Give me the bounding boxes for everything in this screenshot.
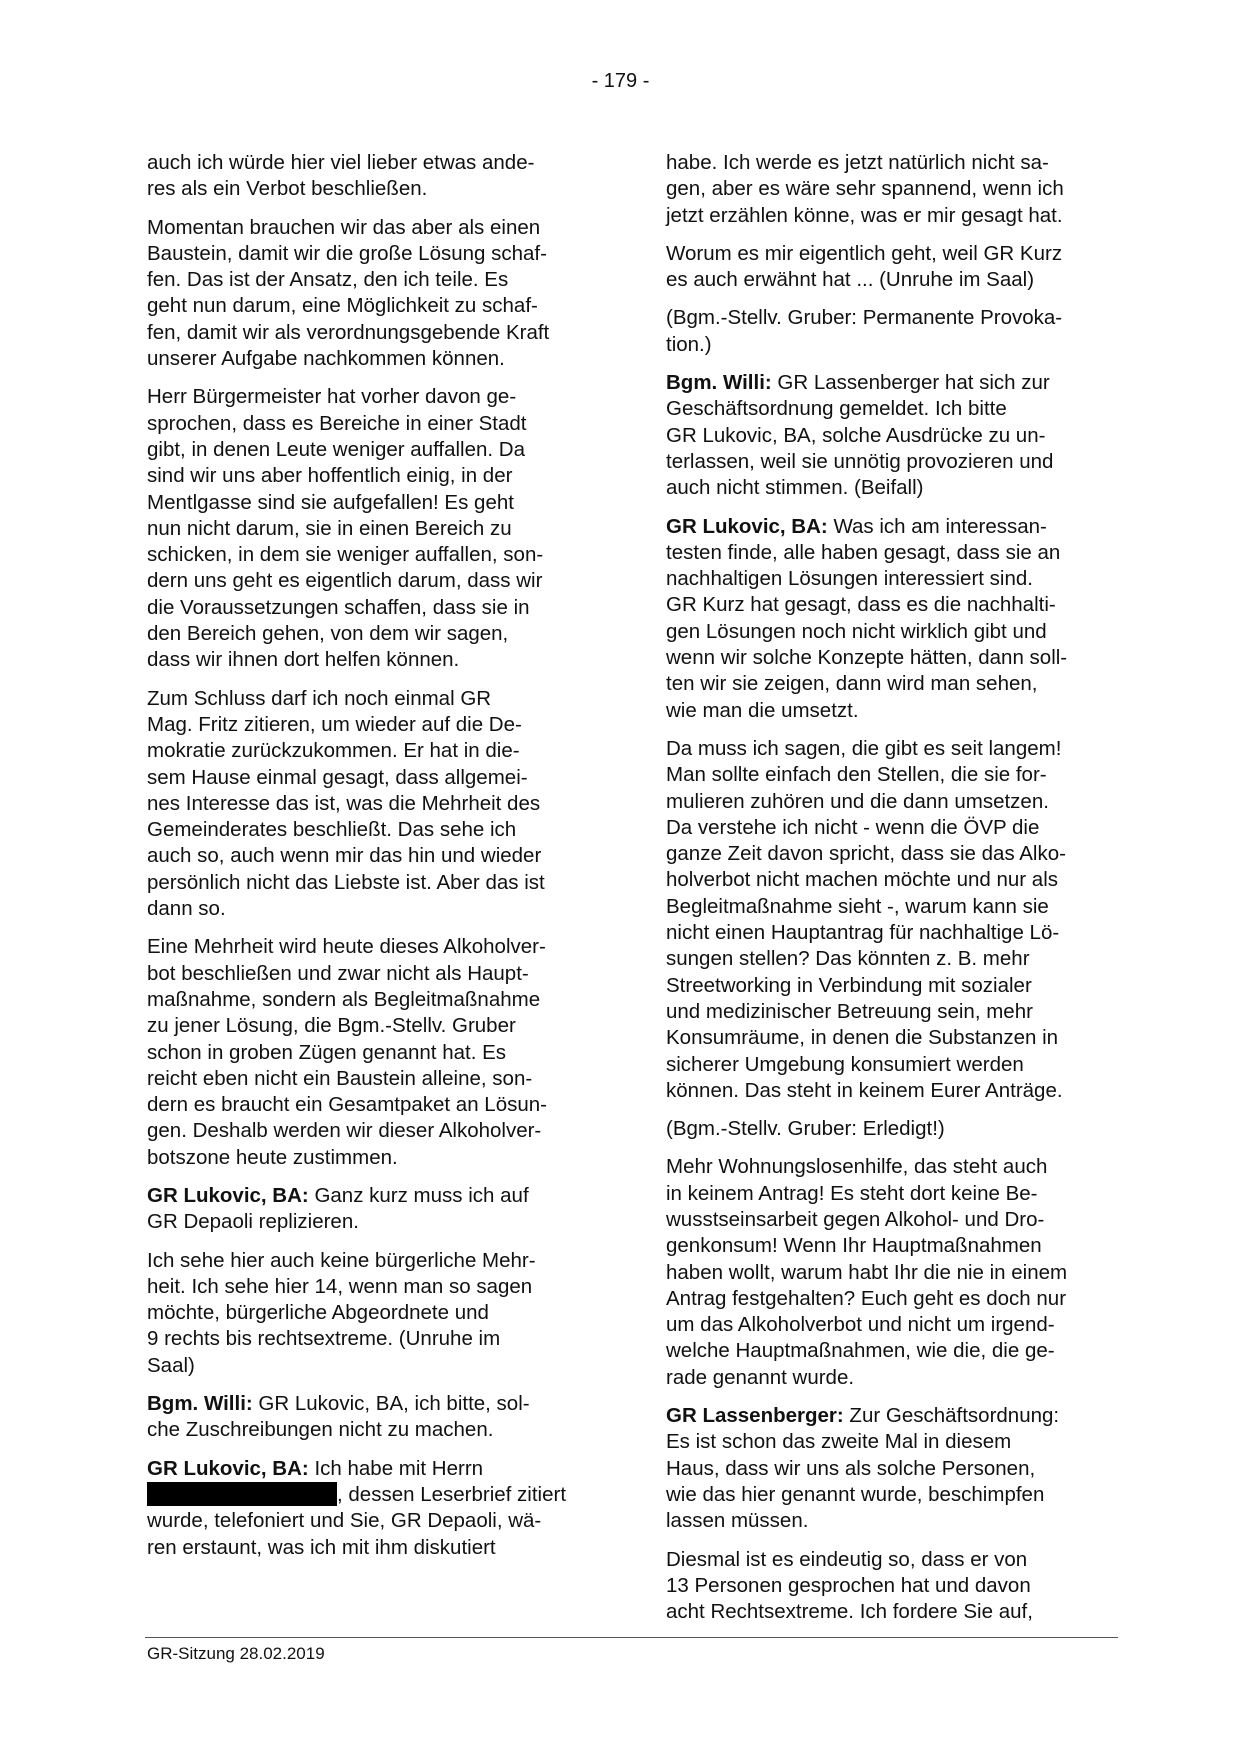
text-line: wenn wir solche Konzepte hätten, dann soll-: [666, 646, 1068, 670]
speech-text: Zur Geschäftsordnung:: [843, 1404, 1060, 1428]
paragraph: [666, 736, 1116, 1104]
paragraph: [666, 514, 1116, 724]
text-line: Momentan brauchen wir das aber als einen: [147, 215, 541, 239]
text-line: sicherer Umgebung konsumiert werden: [666, 1052, 1024, 1076]
speaker-name: GR Lassenberger:: [666, 1404, 844, 1428]
speech-text: Was ich am interessan-: [827, 514, 1047, 538]
text-line: ten wir sie zeigen, dann wird man sehen,: [666, 672, 1038, 696]
paragraph: [666, 150, 1116, 229]
text-line: botszone heute zustimmen.: [147, 1145, 398, 1169]
text-line: dern uns geht es eigentlich darum, dass wir: [147, 569, 543, 593]
text-line: auch ich würde hier viel lieber etwas ande-: [147, 151, 535, 174]
text-line: maßnahme, sondern als Begleitmaßnahme: [147, 987, 541, 1011]
speaker-name: Bgm. Willi:: [147, 1392, 253, 1416]
text-line: (Bgm.-Stellv. Gruber: Erledigt!): [666, 1117, 945, 1141]
text-line: Zum Schluss darf ich noch einmal GR: [147, 686, 492, 710]
text-line: geht nun darum, eine Möglichkeit zu schaf-: [147, 294, 538, 318]
text-line: ren erstaunt, was ich mit ihm diskutiert: [147, 1535, 496, 1559]
text-line: Saal): [147, 1353, 195, 1377]
text-line: Herr Bürgermeister hat vorher davon ge-: [147, 385, 517, 409]
speech-text: GR Lukovic, BA, ich bitte, sol-: [252, 1392, 530, 1416]
text-line: Konsumräume, in denen die Substanzen in: [666, 1026, 1059, 1050]
text-line: nes Interesse das ist, was die Mehrheit des: [147, 791, 541, 815]
footer-session-date: GR-Sitzung 28.02.2019: [147, 1644, 325, 1663]
text-line: fen. Das ist der Ansatz, den ich teile. Es: [147, 268, 509, 292]
text-line: nachhaltigen Lösungen interessiert sind.: [666, 567, 1033, 591]
speech-text: Ganz kurz muss ich auf: [308, 1183, 529, 1207]
text-line: den Bereich gehen, von dem wir sagen,: [147, 622, 509, 646]
paragraph: [147, 1183, 597, 1236]
paragraph: [147, 1248, 597, 1379]
redaction-box: [147, 1482, 337, 1506]
text-line: tion.): [666, 332, 712, 356]
footer-divider: [145, 1637, 1118, 1638]
text-line: habe. Ich werde es jetzt natürlich nicht sa-: [666, 151, 1049, 174]
text-line: es auch erwähnt hat ... (Unruhe im Saal): [666, 268, 1035, 292]
text-line: in keinem Antrag! Es steht dort keine Be-: [666, 1181, 1038, 1205]
text-line: Baustein, damit wir die große Lösung schaf-: [147, 241, 547, 265]
text-line: che Zuschreibungen nicht zu machen.: [147, 1418, 494, 1442]
page-number: - 179 -: [591, 70, 650, 92]
text-line: genkonsum! Wenn Ihr Hauptmaßnahmen: [666, 1234, 1042, 1258]
text-line: terlassen, weil sie unnötig provozieren und: [666, 449, 1054, 473]
text-line: jetzt erzählen könne, was er mir gesagt hat.: [666, 203, 1063, 227]
text-line: auch nicht stimmen. (Beifall): [666, 476, 924, 500]
text-line: gen Lösungen noch nicht wirklich gibt und: [666, 619, 1047, 643]
text-line: Es ist schon das zweite Mal in diesem: [666, 1430, 1012, 1454]
text-line: zu jener Lösung, die Bgm.-Stellv. Gruber: [147, 1014, 516, 1038]
speech-text: Ich habe mit Herrn: [308, 1456, 484, 1480]
text-line: sungen stellen? Das könnten z. B. mehr: [666, 947, 1030, 971]
text-line: 9 rechts bis rechtsextreme. (Unruhe im: [147, 1327, 501, 1351]
text-line: [147, 1183, 597, 1209]
paragraph: [666, 1154, 1116, 1391]
speaker-name: GR Lukovic, BA:: [147, 1456, 309, 1480]
text-line: GR Depaoli replizieren.: [147, 1210, 359, 1234]
text-line: rade genannt wurde.: [666, 1365, 855, 1389]
text-line: acht Rechtsextreme. Ich fordere Sie auf,: [666, 1600, 1033, 1624]
left-column: [147, 150, 597, 1573]
text-line: dass wir ihnen dort helfen können.: [147, 648, 460, 672]
text-line: schon in groben Zügen genannt hat. Es: [147, 1040, 507, 1064]
text-line: können. Das steht in keinem Eurer Anträge.: [666, 1078, 1063, 1102]
text-line: haben wollt, warum habt Ihr die nie in einem: [666, 1260, 1068, 1284]
text-line: Streetworking in Verbindung mit sozialer: [666, 973, 1032, 997]
text-line: mulieren zuhören und die dann umsetzen.: [666, 789, 1049, 813]
text-line: Geschäftsordnung gemeldet. Ich bitte: [666, 397, 1007, 421]
text-line: wie man die umsetzt.: [666, 698, 859, 722]
paragraph: [147, 1391, 597, 1444]
text-line: 13 Personen gesprochen hat und davon: [666, 1573, 1031, 1597]
text-line: Mag. Fritz zitieren, um wieder auf die De-: [147, 712, 522, 736]
text-line: Man sollte einfach den Stellen, die sie for-: [666, 763, 1047, 787]
text-line: [147, 1456, 597, 1482]
text-line: schicken, in dem sie weniger auffallen, son-: [147, 543, 544, 567]
text-line: sind wir uns aber hoffentlich einig, in der: [147, 464, 513, 488]
text-after-redaction: , dessen Leserbrief zitiert: [337, 1482, 567, 1506]
paragraph: [147, 150, 597, 203]
text-line: holverbot nicht machen möchte und nur als: [666, 868, 1059, 892]
text-line: nun nicht darum, sie in einen Bereich zu: [147, 516, 512, 540]
text-line: Begleitmaßnahme sieht -, warum kann sie: [666, 894, 1049, 918]
text-line: dann so.: [147, 897, 226, 921]
paragraph: [147, 934, 597, 1171]
text-line: dern es braucht ein Gesamtpaket an Lösun-: [147, 1093, 547, 1117]
text-line: [666, 370, 1116, 396]
paragraph: [147, 1456, 597, 1561]
text-line: lassen müssen.: [666, 1509, 809, 1533]
text-line: res als ein Verbot beschließen.: [147, 177, 428, 201]
text-line: reicht eben nicht ein Baustein alleine, son-: [147, 1066, 533, 1090]
text-line: sprochen, dass es Bereiche in einer Stadt: [147, 411, 527, 435]
text-line: Eine Mehrheit wird heute dieses Alkoholver-: [147, 935, 546, 959]
text-line: möchte, bürgerliche Abgeordnete und: [147, 1301, 489, 1325]
text-line: welche Hauptmaßnahmen, wie die, die ge-: [666, 1339, 1055, 1363]
text-line: gibt, in denen Leute weniger auffallen. Da: [147, 437, 526, 461]
paragraph: [147, 384, 597, 673]
text-line: ganze Zeit davon spricht, dass sie das Alko-: [666, 842, 1066, 866]
text-line: die Voraussetzungen schaffen, dass sie in: [147, 595, 530, 619]
speech-text: GR Lassenberger hat sich zur: [771, 371, 1050, 395]
text-line: persönlich nicht das Liebste ist. Aber das ist: [147, 870, 545, 894]
text-line: Mehr Wohnungslosenhilfe, das steht auch: [666, 1155, 1048, 1179]
text-line: testen finde, alle haben gesagt, dass sie an: [666, 540, 1061, 564]
text-line: [147, 1391, 597, 1417]
speaker-name: GR Lukovic, BA:: [147, 1183, 309, 1207]
text-line: bot beschließen und zwar nicht als Haupt-: [147, 961, 529, 985]
speaker-name: Bgm. Willi:: [666, 371, 772, 395]
text-line: Da verstehe ich nicht - wenn die ÖVP die: [666, 815, 1040, 839]
paragraph: [147, 686, 597, 923]
text-line: GR Lukovic, BA, solche Ausdrücke zu un-: [666, 423, 1046, 447]
paragraph: [666, 241, 1116, 294]
text-line: Ich sehe hier auch keine bürgerliche Mehr-: [147, 1248, 536, 1272]
text-line: (Bgm.-Stellv. Gruber: Permanente Provoka-: [666, 306, 1063, 330]
paragraph: [666, 1403, 1116, 1534]
text-line: fen, damit wir als verordnungsgebende Kraft: [147, 320, 550, 344]
text-line: sem Hause einmal gesagt, dass allgemei-: [147, 765, 528, 789]
text-line: [147, 1482, 597, 1508]
text-line: Worum es mir eigentlich geht, weil GR Kurz: [666, 241, 1063, 265]
text-line: Gemeinderates beschließt. Das sehe ich: [147, 818, 517, 842]
speaker-name: GR Lukovic, BA:: [666, 514, 828, 538]
text-line: [666, 1403, 1116, 1429]
text-line: gen, aber es wäre sehr spannend, wenn ich: [666, 177, 1064, 201]
text-line: [666, 514, 1116, 540]
text-line: auch so, auch wenn mir das hin und wieder: [147, 844, 542, 868]
text-line: Da muss ich sagen, die gibt es seit langem!: [666, 736, 1062, 760]
paragraph: [666, 1116, 1116, 1142]
text-line: wie das hier genannt wurde, beschimpfen: [666, 1482, 1045, 1506]
text-line: und medizinischer Betreuung sein, mehr: [666, 999, 1033, 1023]
text-line: GR Kurz hat gesagt, dass es die nachhalti-: [666, 593, 1056, 617]
paragraph: [666, 1547, 1116, 1626]
text-line: nicht einen Hauptantrag für nachhaltige Lö-: [666, 921, 1060, 945]
paragraph: [666, 370, 1116, 501]
text-line: unserer Aufgabe nachkommen können.: [147, 347, 505, 371]
text-line: heit. Ich sehe hier 14, wenn man so sagen: [147, 1274, 533, 1298]
right-column: [666, 150, 1116, 1637]
text-line: mokratie zurückzukommen. Er hat in die-: [147, 739, 520, 763]
text-line: wusstseinsarbeit gegen Alkohol- und Dro-: [666, 1207, 1045, 1231]
text-line: wurde, telefoniert und Sie, GR Depaoli, wä-: [147, 1509, 542, 1533]
text-line: Haus, dass wir uns als solche Personen,: [666, 1456, 1036, 1480]
text-line: Antrag festgehalten? Euch geht es doch nur: [666, 1286, 1067, 1310]
paragraph: [147, 215, 597, 373]
text-line: Mentlgasse sind sie aufgefallen! Es geht: [147, 490, 514, 514]
text-line: um das Alkoholverbot und nicht um irgend-: [666, 1313, 1055, 1337]
text-line: gen. Deshalb werden wir dieser Alkoholver-: [147, 1119, 542, 1143]
text-line: Diesmal ist es eindeutig so, dass er von: [666, 1547, 1028, 1571]
paragraph: [666, 305, 1116, 358]
